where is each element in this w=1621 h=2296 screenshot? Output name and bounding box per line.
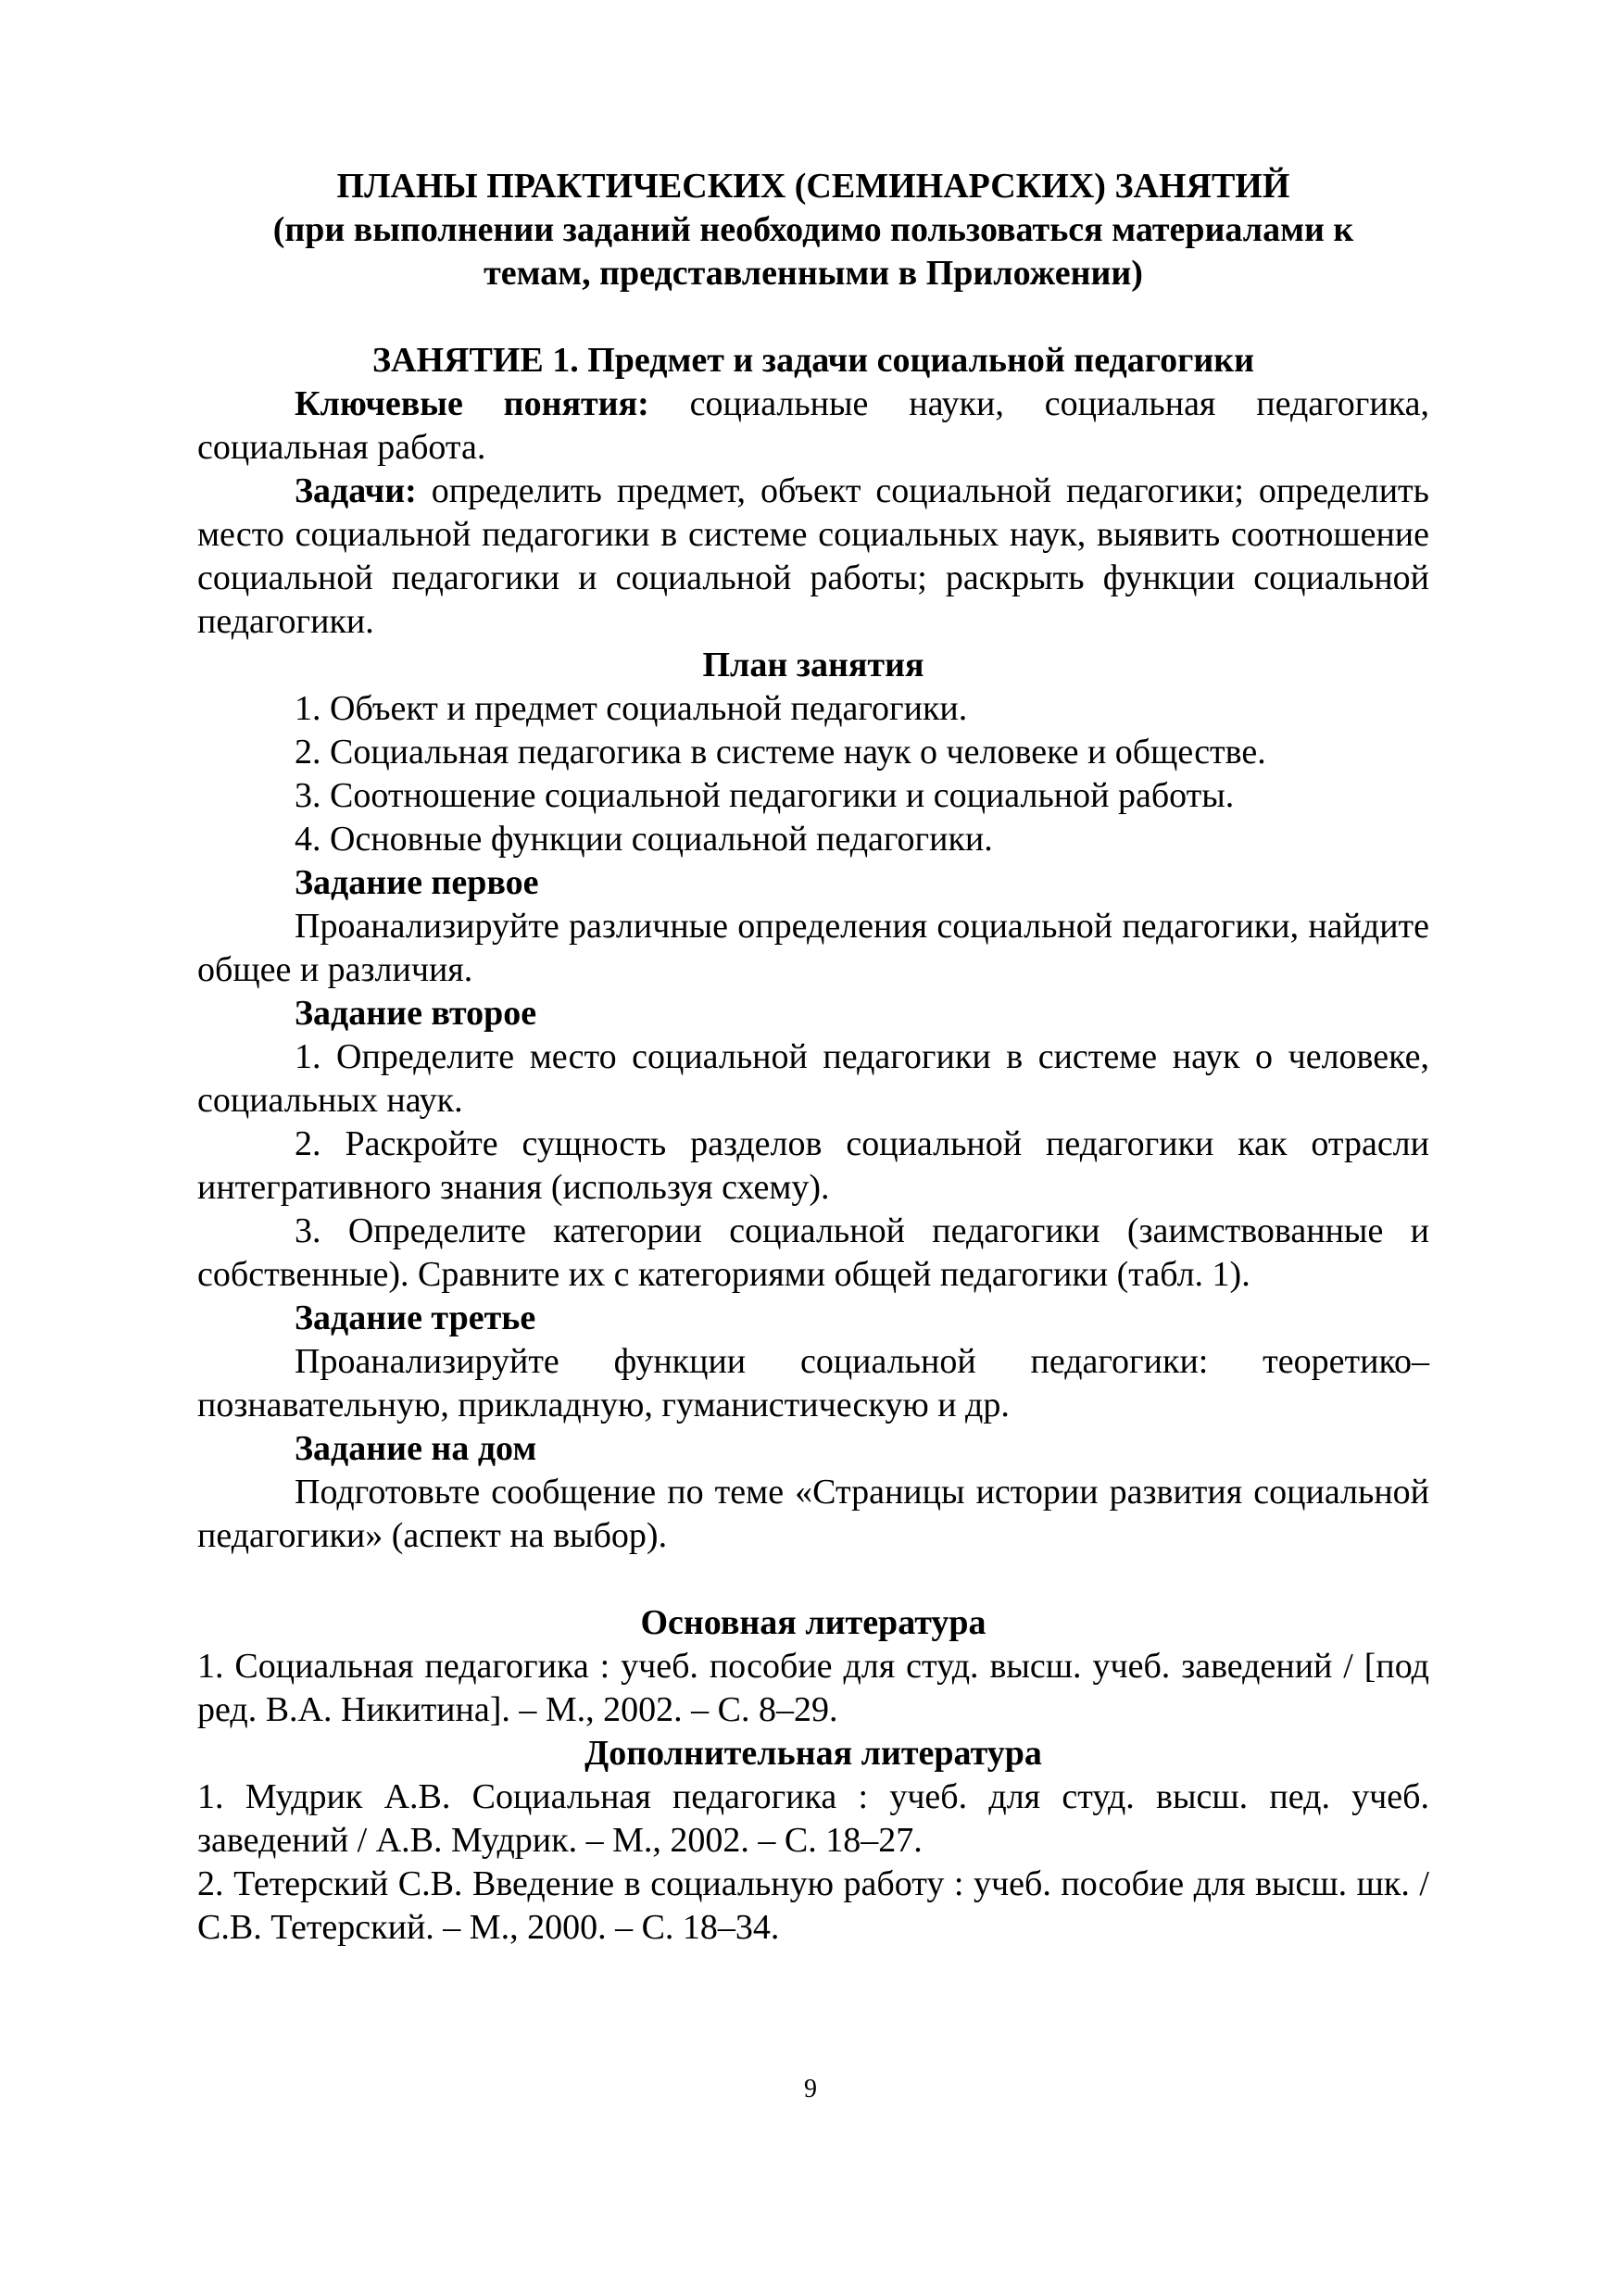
key-concepts [197,383,1429,470]
page-subtitle: (при выполнении заданий необходимо пользоваться материалами к темам, представленными в Приложении) [272,210,1354,293]
lesson-title: ЗАНЯТИЕ 1. Предмет и задачи социальной педагогики [371,341,1255,380]
task1-heading: Задание первое [295,863,539,902]
key-concepts-label: Ключевые понятия: [295,384,649,423]
document-page [197,165,1429,1950]
task2-heading: Задание второе [295,994,537,1033]
task2-item: 2. Раскройте сущность разделов социальной педагогики как отрасли интегративного знания (используя схему). [197,1124,1429,1207]
literature-item: 1. Социальная педагогика : учеб. пособие для студ. высш. учеб. заведений / [под ред. В.А. Никитина]. – М., 2002. – С. 8–29. [197,1647,1429,1729]
task2-item: 3. Определите категории социальной педагогики (заимствованные и собственные). Сравните их с категориями общей педагогики (табл. 1). [197,1211,1429,1294]
literature-item: 1. Мудрик А.В. Социальная педагогика : учеб. для студ. высш. пед. учеб. заведений / А.В. Мудрик. – М., 2002. – С. 18–27. [197,1777,1429,1860]
homework-text: Подготовьте сообщение по теме «Страницы истории развития социальной педагогики» (аспект на выбор). [197,1473,1429,1555]
lesson-tasks-label: Задачи: [295,471,417,510]
task2-item: 1. Определите место социальной педагогики в системе наук о человеке, социальных наук. [197,1037,1429,1120]
plan-item: 4. Основные функции социальной педагогики. [295,820,993,859]
plan-item: 1. Объект и предмет социальной педагогики. [295,689,968,728]
task1-text: Проанализируйте различные определения социальной педагогики, найдите общее и различия. [197,907,1429,989]
lesson-tasks [197,470,1429,644]
plan-item: 2. Социальная педагогика в системе наук о человеке и обществе. [295,733,1266,772]
plan-heading: План занятия [702,646,924,684]
main-literature-heading: Основная литература [640,1603,986,1642]
page-title: ПЛАНЫ ПРАКТИЧЕСКИХ (СЕМИНАРСКИХ) ЗАНЯТИЙ [336,167,1290,206]
key-concepts-text: социальные науки, социальная педагогика, социальная работа. [197,384,1429,467]
plan-item: 3. Соотношение социальной педагогики и социальной работы. [295,776,1235,815]
extra-literature-heading: Дополнительная литература [584,1734,1042,1773]
task3-heading: Задание третье [295,1299,536,1337]
homework-heading: Задание на дом [295,1429,537,1468]
page-number: 9 [804,2075,817,2103]
task3-text: Проанализируйте функции социальной педагогики: теоретико–познавательную, прикладную, гуманистическую и др. [197,1342,1429,1424]
literature-item: 2. Тетерский С.В. Введение в социальную работу : учеб. пособие для высш. шк. / С.В. Тетерский. – М., 2000. – С. 18–34. [197,1864,1429,1947]
lesson-tasks-text: определить предмет, объект социальной педагогики; определить место социальной педагогики в системе социальных наук, выявить соотношение социальной педагогики и социальной работы; раскрыть функции социальной педагогики. [197,471,1429,641]
